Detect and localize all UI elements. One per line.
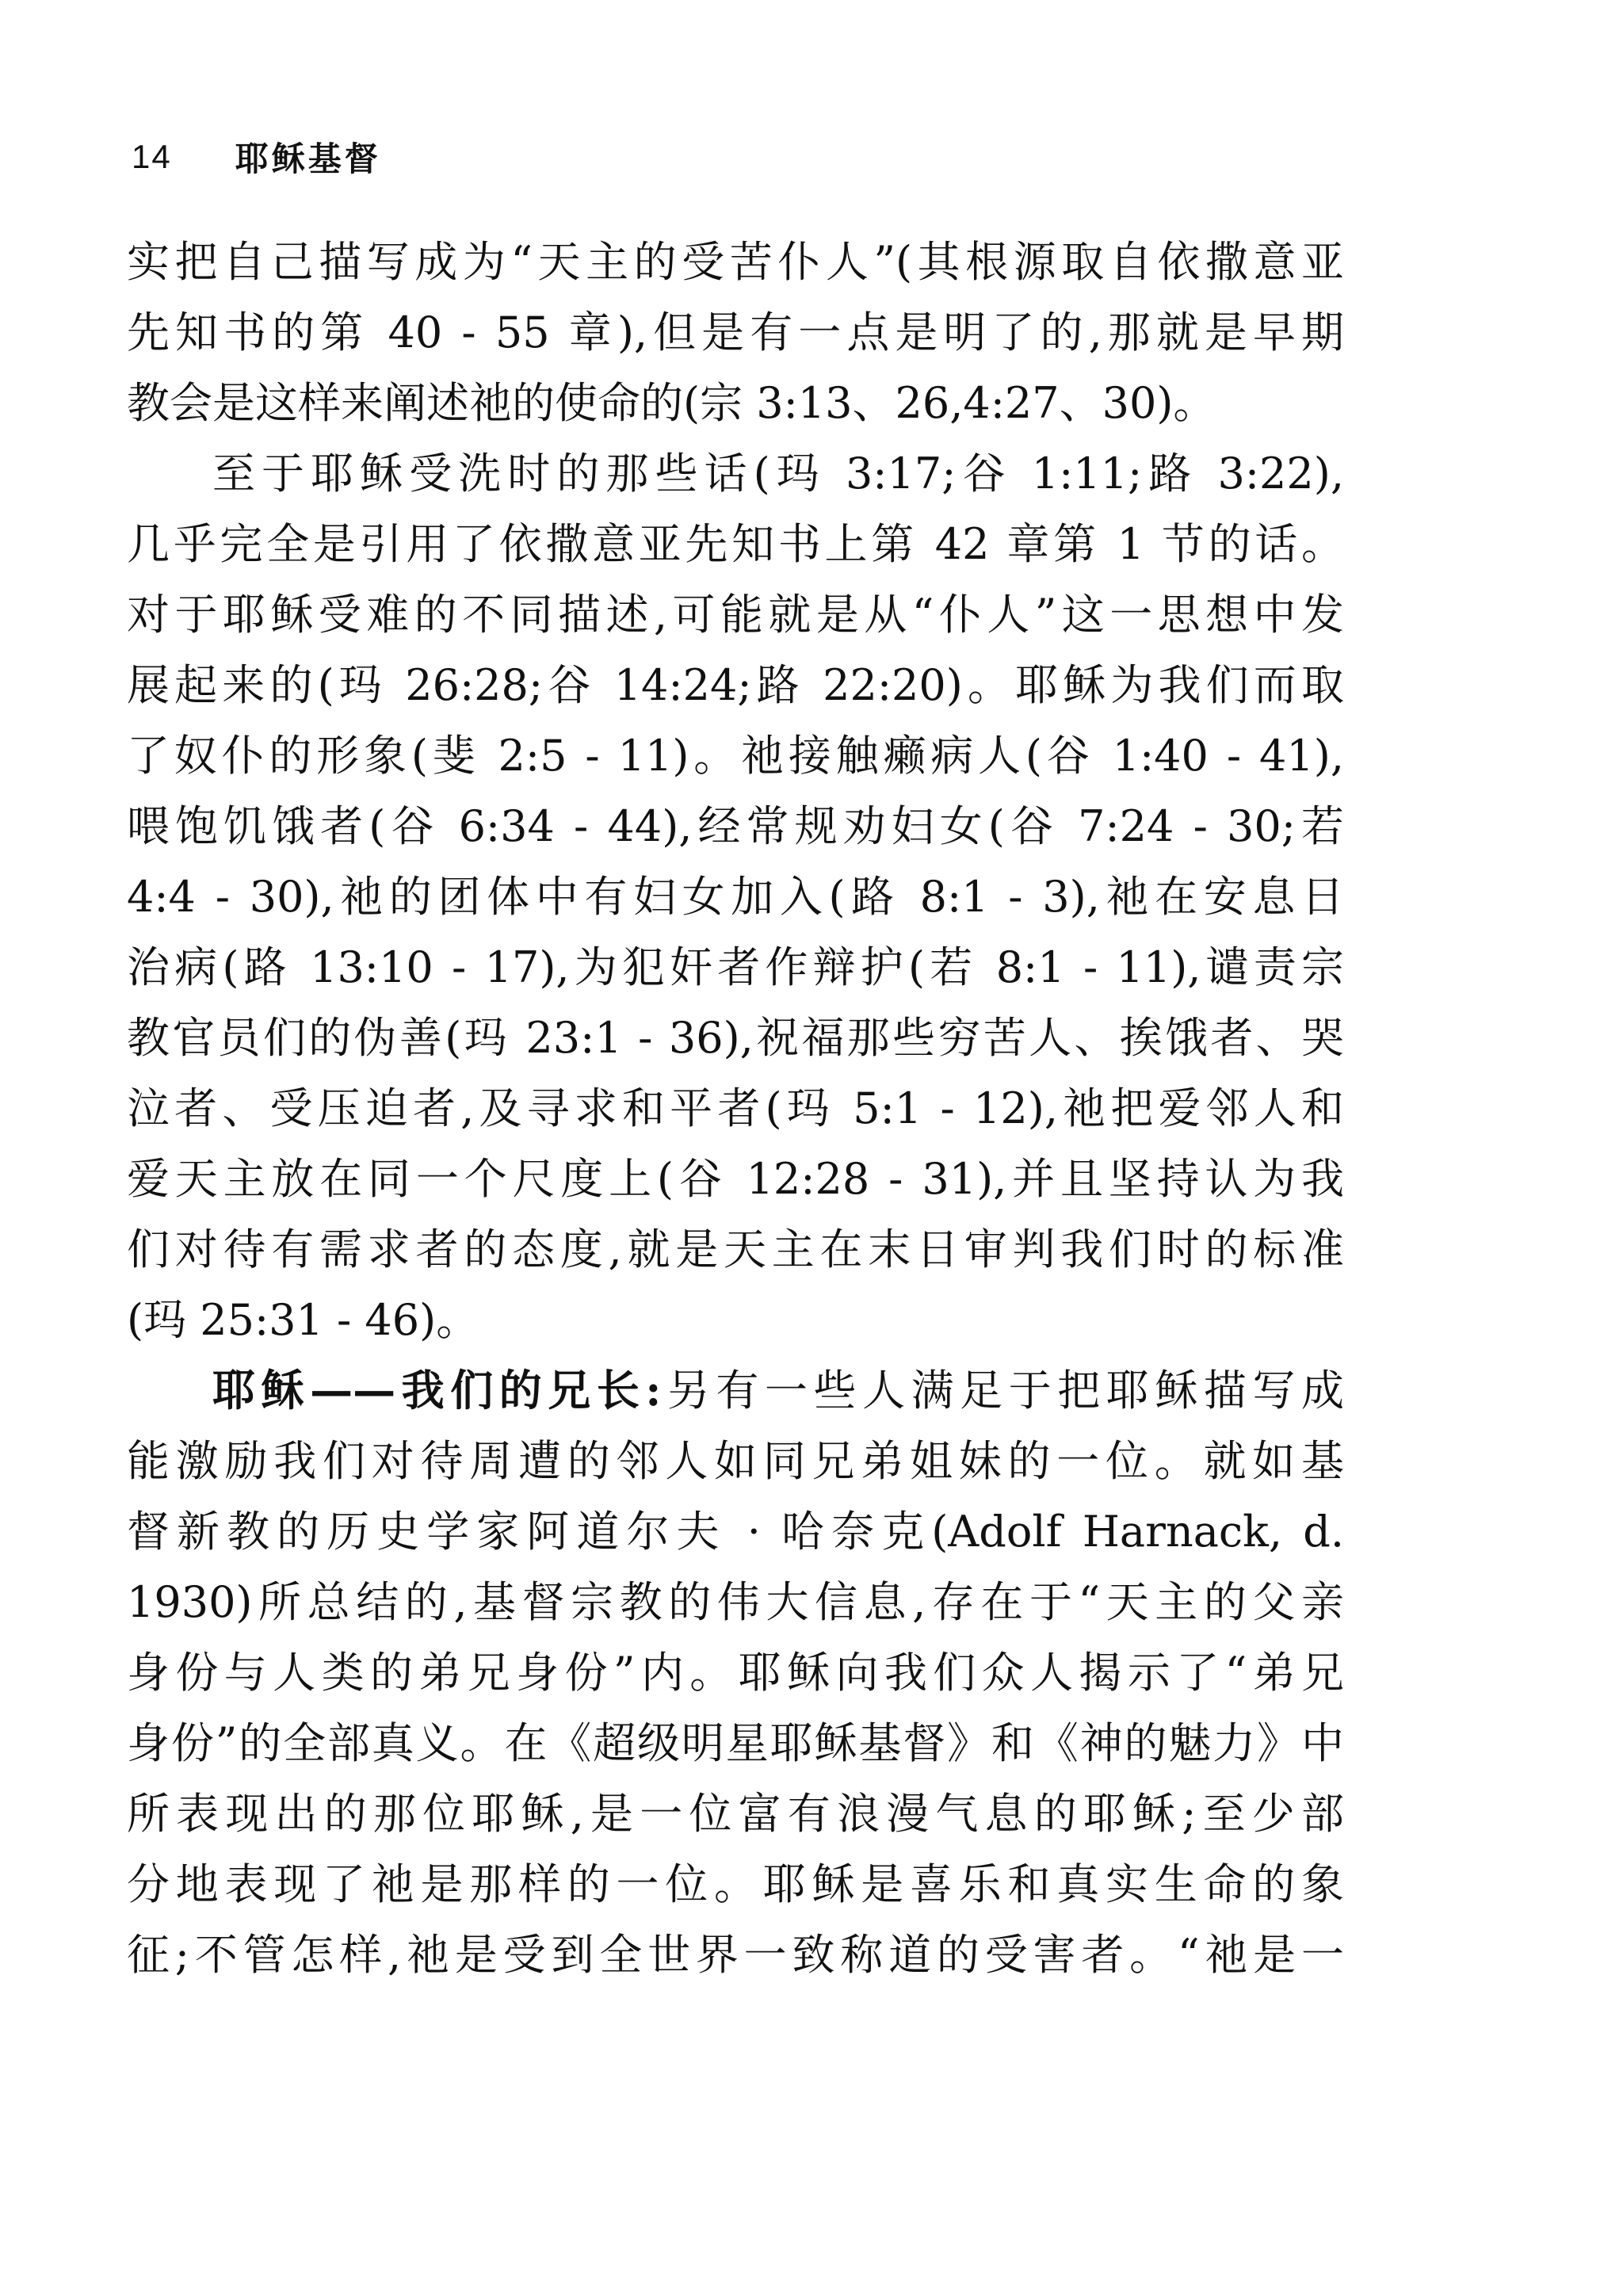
- text-line: (玛 25:31 - 46)。: [127, 1295, 479, 1345]
- paragraph-3: [127, 1355, 1344, 1990]
- page-header: [132, 133, 381, 181]
- text-line: 征;不管怎样,祂是受到全世界一致称道的受害者。“祂是一: [127, 1930, 1344, 1980]
- text-line: 先知书的第 40 - 55 章),但是有一点是明了的,那就是早期: [127, 308, 1344, 357]
- text-line: 实把自己描写成为“天主的受苦仆人”(其根源取自依撒意亚: [127, 237, 1344, 287]
- text-line: 4:4 - 30),祂的团体中有妇女加入(路 8:1 - 3),祂在安息日: [127, 872, 1344, 922]
- text-line: 教官员们的伪善(玛 23:1 - 36),祝福那些穷苦人、挨饿者、哭: [127, 1013, 1344, 1063]
- text-line: 身份与人类的弟兄身份”内。耶稣向我们众人揭示了“弟兄: [127, 1648, 1344, 1698]
- text-line: 爱天主放在同一个尺度上(谷 12:28 - 31),并且坚持认为我: [127, 1154, 1344, 1204]
- text-line: 了奴仆的形象(斐 2:5 - 11)。祂接触癞病人(谷 1:40 - 41),: [127, 731, 1344, 781]
- text-line: 身份”的全部真义。在《超级明星耶稣基督》和《神的魅力》中: [127, 1718, 1344, 1768]
- text-line: 展起来的(玛 26:28;谷 14:24;路 22:20)。耶稣为我们而取: [127, 660, 1344, 710]
- heading-line-text: 另有一些人满足于把耶稣描写成: [661, 1366, 1345, 1415]
- paragraph-heading: 耶稣——我们的兄长:: [212, 1365, 662, 1415]
- text-line: 们对待有需求者的态度,就是天主在末日审判我们时的标准: [127, 1224, 1344, 1274]
- text-line: 治病(路 13:10 - 17),为犯奸者作辩护(若 8:1 - 11),谴责宗: [127, 942, 1344, 992]
- text-line: 至于耶稣受洗时的那些话(玛 3:17;谷 1:11;路 3:22),: [212, 449, 1344, 499]
- text-line: 喂饱饥饿者(谷 6:34 - 44),经常规劝妇女(谷 7:24 - 30;若: [127, 801, 1344, 851]
- running-title: 耶稣基督: [235, 139, 381, 178]
- text-line: [127, 1355, 1344, 1426]
- text-line: 教会是这样来阐述祂的使命的(宗 3:13、26,4:27、30)。: [127, 378, 1216, 428]
- text-line: 1930)所总结的,基督宗教的伟大信息,存在于“天主的父亲: [127, 1577, 1344, 1627]
- text-line: 能激励我们对待周遭的邻人如同兄弟姐妹的一位。就如基: [127, 1436, 1344, 1486]
- body-text: [127, 227, 1344, 1990]
- text-line: 督新教的历史学家阿道尔夫 · 哈奈克(Adolf Harnack, d.: [127, 1507, 1344, 1557]
- text-line: 几乎完全是引用了依撒意亚先知书上第 42 章第 1 节的话。: [127, 519, 1344, 569]
- text-line: 泣者、受压迫者,及寻求和平者(玛 5:1 - 12),祂把爱邻人和: [127, 1083, 1344, 1133]
- text-line: 所表现出的那位耶稣,是一位富有浪漫气息的耶稣;至少部: [127, 1789, 1344, 1839]
- text-line: 对于耶稣受难的不同描述,可能就是从“仆人”这一思想中发: [127, 590, 1344, 640]
- paragraph-1: [127, 227, 1344, 438]
- page-number: 14: [132, 138, 172, 175]
- text-line: 分地表现了祂是那样的一位。耶稣是喜乐和真实生命的象: [127, 1859, 1344, 1909]
- paragraph-2: [127, 438, 1344, 1355]
